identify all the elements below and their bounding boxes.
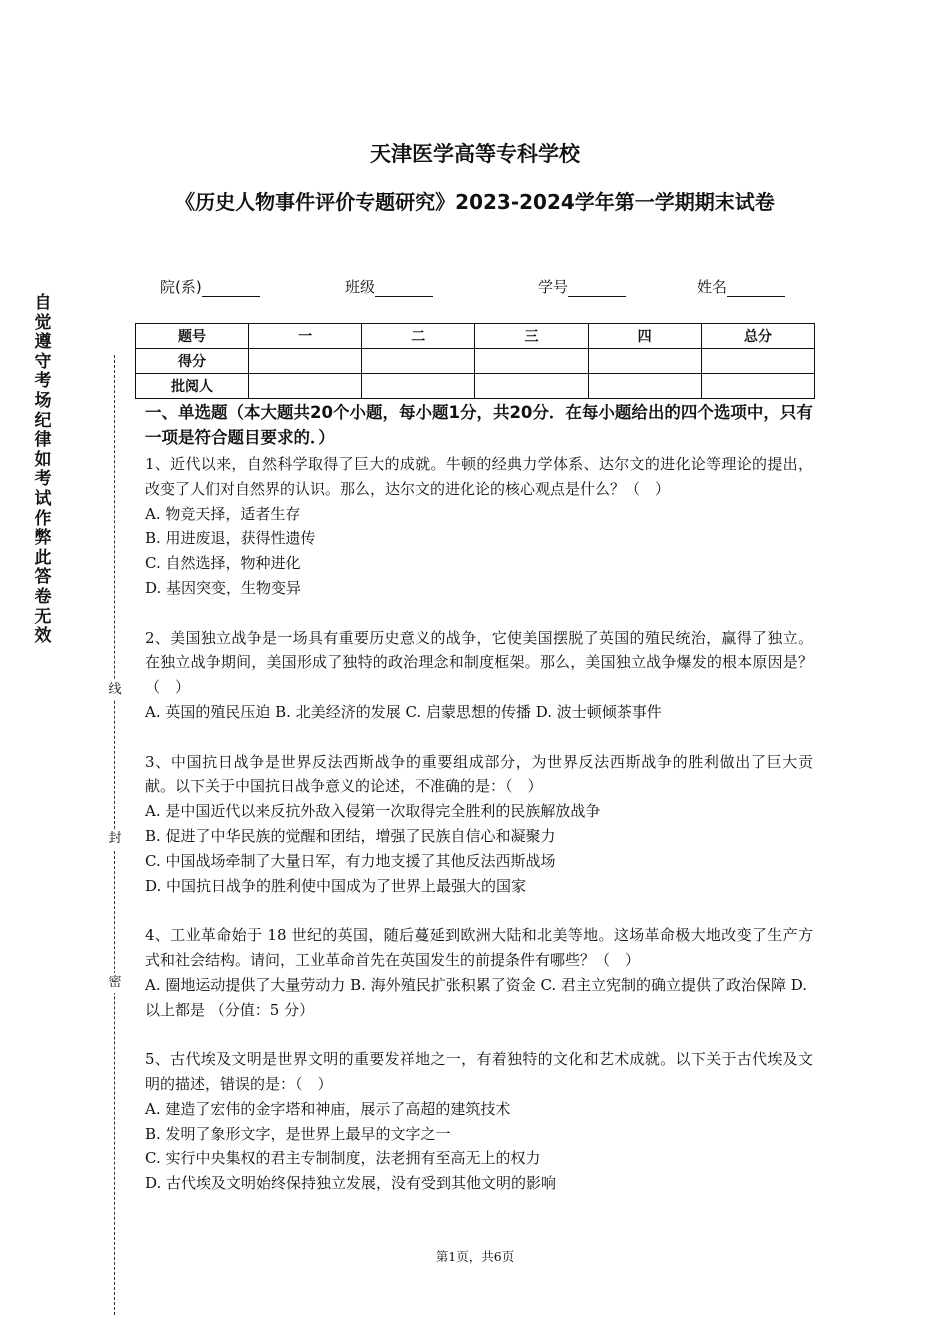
score-table-row-score: [136, 349, 815, 374]
options-inline[interactable]: A. 圈地运动提供了大量劳动力 B. 海外殖民扩张积累了资金 C. 君主立宪制的确立提供了政治保障 D. 以上都是 （分值：5 分）: [145, 975, 807, 1019]
info-field-student-id[interactable]: [538, 276, 626, 297]
binding-mark-seal: 封: [106, 829, 124, 849]
option-c[interactable]: C. 实行中央集权的君主专制制度，法老拥有至高无上的权力: [145, 1149, 541, 1168]
score-header-cell: 一: [249, 324, 362, 349]
score-header-cell: 题号: [136, 324, 249, 349]
options-inline[interactable]: A. 英国的殖民压迫 B. 北美经济的发展 C. 启蒙思想的传播 D. 波士顿倾茶事件: [145, 702, 662, 721]
score-row-label: 批阅人: [136, 374, 249, 399]
school-title: 天津医学高等专科学校: [370, 142, 580, 166]
option-a[interactable]: A. 是中国近代以来反抗外敌入侵第一次取得完全胜利的民族解放战争: [145, 802, 601, 821]
question-3: [145, 750, 813, 899]
score-cell[interactable]: [588, 349, 701, 374]
option-d[interactable]: D. 古代埃及文明始终保持独立发展，没有受到其他文明的影响: [145, 1174, 557, 1193]
grader-cell[interactable]: [588, 374, 701, 399]
question-4: [145, 923, 813, 1022]
question-stem: 3、中国抗日战争是世界反法西斯战争的重要组成部分，为世界反法西斯战争的胜利做出了巨大贡献。以下关于中国抗日战争意义的论述，不准确的是：（ ）: [145, 752, 813, 796]
section-heading: 一、单选题（本大题共20个小题，每小题1分，共20分．在每小题给出的四个选项中，只有一项是符合题目要求的．）: [145, 403, 813, 447]
blank-line: [727, 280, 785, 297]
grader-cell[interactable]: [475, 374, 588, 399]
grader-cell[interactable]: [249, 374, 362, 399]
option-d[interactable]: D. 中国抗日战争的胜利使中国成为了世界上最强大的国家: [145, 876, 527, 895]
question-stem: 5、古代埃及文明是世界文明的重要发祥地之一，有着独特的文化和艺术成就。以下关于古代埃及文明的描述，错误的是：（ ）: [145, 1050, 813, 1093]
blank-line: [375, 280, 433, 297]
question-2: [145, 626, 813, 725]
question-stem: 4、工业革命始于 18 世纪的英国，随后蔓延到欧洲大陆和北美等地。这场革命极大地改变了生产方式和社会结构。请问，工业革命首先在英国发生的前提条件有哪些？（ ）: [145, 926, 813, 969]
score-header-cell: 二: [362, 324, 475, 349]
page-number: 第1页，共6页: [435, 1249, 515, 1264]
score-header-cell: 四: [588, 324, 701, 349]
score-header-cell: 三: [475, 324, 588, 349]
score-cell[interactable]: [701, 349, 814, 374]
question-section: [145, 400, 813, 1221]
question-1: [145, 452, 813, 601]
info-label: 院(系): [160, 278, 202, 296]
binding-mark-secret: 密: [106, 973, 124, 993]
option-a[interactable]: A. 物竞天择，适者生存: [145, 504, 301, 523]
option-b[interactable]: B. 发明了象形文字，是世界上最早的文字之一: [145, 1124, 451, 1143]
info-label: 班级: [345, 278, 376, 296]
option-c[interactable]: C. 中国战场牵制了大量日军，有力地支援了其他反法西斯战场: [145, 851, 556, 870]
exam-discipline-notice: 自 觉 遵 守 考 场 纪 律 如 考 试 作 弊 此 答 卷 无 效: [34, 293, 52, 647]
blank-line: [202, 280, 260, 297]
option-b[interactable]: B. 促进了中华民族的觉醒和团结，增强了民族自信心和凝聚力: [145, 826, 556, 845]
info-field-name[interactable]: [697, 276, 785, 297]
question-5: [145, 1047, 813, 1196]
binding-mark-line: 线: [106, 680, 124, 700]
info-label: 学号: [538, 278, 569, 296]
option-a[interactable]: A. 建造了宏伟的金字塔和神庙，展示了高超的建筑技术: [145, 1099, 511, 1118]
score-cell[interactable]: [475, 349, 588, 374]
question-stem: 2、美国独立战争是一场具有重要历史意义的战争，它使美国摆脱了英国的殖民统治，赢得了独立。在独立战争期间，美国形成了独特的政治理念和制度框架。那么，美国独立战争爆发的根本原因是？（ ）: [145, 628, 813, 697]
score-table-header-row: [136, 324, 815, 349]
info-field-class[interactable]: [345, 276, 433, 297]
option-b[interactable]: B. 用进废退，获得性遗传: [145, 529, 316, 548]
score-cell[interactable]: [362, 349, 475, 374]
grader-cell[interactable]: [701, 374, 814, 399]
grader-cell[interactable]: [362, 374, 475, 399]
score-table-row-grader: [136, 374, 815, 399]
question-stem: 1、近代以来，自然科学取得了巨大的成就。牛顿的经典力学体系、达尔文的进化论等理论的提出，改变了人们对自然界的认识。那么，达尔文的进化论的核心观点是什么？（ ）: [145, 455, 813, 498]
info-field-department[interactable]: [160, 276, 260, 297]
option-c[interactable]: C. 自然选择，物种进化: [145, 554, 301, 573]
student-info-row: [135, 276, 825, 300]
option-d[interactable]: D. 基因突变，生物变异: [145, 578, 302, 597]
score-header-cell: 总分: [701, 324, 814, 349]
info-label: 姓名: [697, 278, 728, 296]
exam-title: 《历史人物事件评价专题研究》2023-2024学年第一学期期末试卷: [175, 190, 775, 214]
blank-line: [568, 280, 626, 297]
score-row-label: 得分: [136, 349, 249, 374]
score-cell[interactable]: [249, 349, 362, 374]
score-table: [135, 323, 815, 399]
